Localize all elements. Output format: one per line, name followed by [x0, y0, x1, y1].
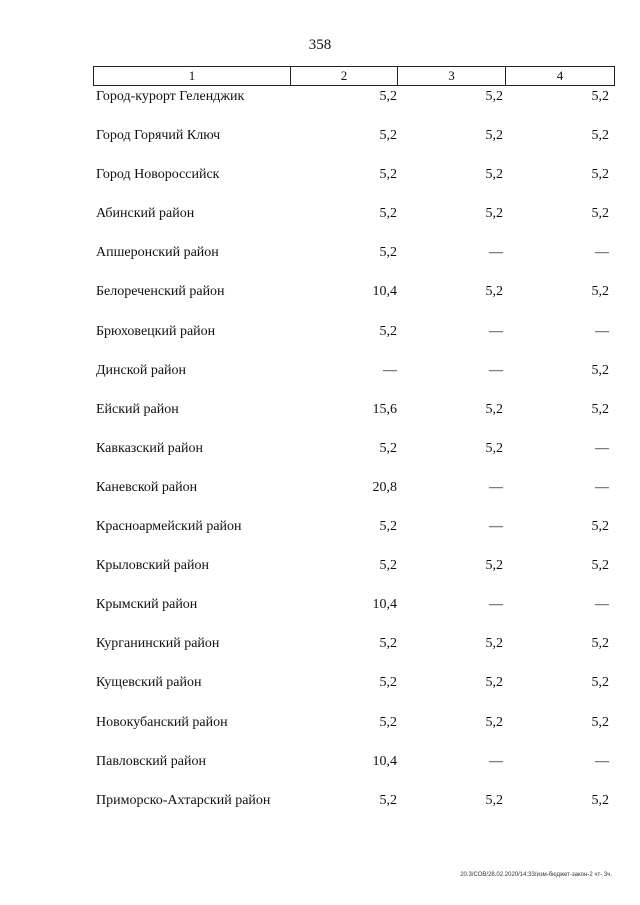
cell-col-2: 10,4	[372, 284, 397, 300]
cell-col-2: 10,4	[372, 597, 397, 613]
table-row	[0, 635, 640, 674]
table-row	[0, 127, 640, 166]
header-cell-4: 4	[556, 68, 564, 83]
row-name: Кущевский район	[96, 675, 202, 691]
table-row	[0, 362, 640, 401]
table-row	[0, 283, 640, 322]
cell-col-2: 5,2	[379, 519, 397, 535]
cell-col-2: 5,2	[379, 792, 397, 808]
cell-col-3: 5,2	[485, 89, 503, 104]
cell-col-4: 5,2	[591, 206, 609, 222]
header-cell-3: 3	[398, 67, 506, 85]
cell-col-3: 5,2	[485, 792, 503, 808]
cell-col-3: 5,2	[485, 284, 503, 300]
cell-col-2: 5,2	[379, 558, 397, 574]
row-name: Каневской район	[96, 479, 198, 495]
row-name: Апшеронский район	[96, 245, 219, 261]
cell-col-3: 5,2	[485, 128, 503, 144]
cell-col-2: 5,2	[379, 675, 397, 691]
cell-col-3: —	[489, 362, 503, 378]
cell-col-4: 5,2	[591, 675, 609, 691]
cell-col-4: 5,2	[591, 636, 609, 652]
cell-col-4: —	[595, 753, 609, 769]
row-name: Динской район	[96, 362, 187, 378]
cell-col-3: —	[489, 245, 503, 261]
row-name: Крыловский район	[96, 558, 209, 574]
cell-col-4: 5,2	[591, 89, 609, 104]
cell-col-2: 5,2	[379, 245, 397, 261]
table-header	[93, 66, 615, 86]
row-name: Брюховецкий район	[96, 323, 216, 339]
table-row	[0, 440, 640, 479]
table-row	[0, 714, 640, 753]
cell-col-4: 5,2	[591, 792, 609, 808]
table-row	[0, 792, 640, 831]
row-name: Город Горячий Ключ	[96, 128, 221, 144]
cell-col-3: 5,2	[485, 167, 503, 183]
page-number: 358	[308, 37, 332, 53]
row-name: Белореченский район	[96, 284, 225, 300]
cell-col-3: 5,2	[485, 714, 503, 730]
cell-col-2: 5,2	[379, 440, 397, 456]
cell-col-4: 5,2	[591, 362, 609, 378]
table-body	[0, 88, 640, 831]
cell-col-2: 5,2	[379, 206, 397, 222]
table-row	[0, 244, 640, 283]
table-row	[0, 323, 640, 362]
cell-col-4: 5,2	[591, 519, 609, 535]
row-name: Курганинский район	[96, 636, 220, 652]
cell-col-2: —	[383, 362, 397, 378]
cell-col-3: 5,2	[485, 558, 503, 574]
table-row	[0, 753, 640, 792]
table-row	[0, 166, 640, 205]
cell-col-2: 5,2	[379, 323, 397, 339]
cell-col-4: 5,2	[591, 167, 609, 183]
cell-col-2: 10,4	[372, 753, 397, 769]
cell-col-2: 5,2	[379, 89, 397, 104]
cell-col-3: 5,2	[485, 401, 503, 417]
header-cell-1: 1	[94, 67, 291, 85]
cell-col-3: —	[489, 519, 503, 535]
row-name: Новокубанский район	[96, 714, 228, 730]
cell-col-4: —	[595, 440, 609, 456]
row-name: Ейский район	[96, 401, 179, 417]
cell-col-3: —	[489, 597, 503, 613]
cell-col-2: 5,2	[379, 167, 397, 183]
cell-col-3: 5,2	[485, 675, 503, 691]
cell-col-4: 5,2	[591, 714, 609, 730]
row-name: Павловский район	[96, 753, 206, 769]
cell-col-4: —	[595, 323, 609, 339]
table-row	[0, 88, 640, 127]
row-name: Крымский район	[96, 597, 198, 613]
cell-col-4: 5,2	[591, 128, 609, 144]
cell-col-4: —	[595, 245, 609, 261]
row-name: Город Новороссийск	[96, 167, 220, 183]
cell-col-4: 5,2	[591, 558, 609, 574]
table-row	[0, 674, 640, 713]
header-cell-2: 2	[291, 67, 398, 85]
footer-stamp: 20.3/СОВ/28.02.2020/14:33/изм-бюджет-закон-2 чт- 3ч.	[460, 872, 612, 878]
table-row	[0, 205, 640, 244]
table-row	[0, 401, 640, 440]
cell-col-2: 20,8	[372, 479, 397, 495]
cell-col-4: 5,2	[591, 284, 609, 300]
cell-col-3: 5,2	[485, 440, 503, 456]
row-name: Город-курорт Геленджик	[96, 89, 245, 104]
cell-col-3: —	[489, 753, 503, 769]
cell-col-4: —	[595, 597, 609, 613]
cell-col-2: 5,2	[379, 714, 397, 730]
cell-col-3: 5,2	[485, 636, 503, 652]
table-row	[0, 518, 640, 557]
row-name: Абинский район	[96, 206, 195, 222]
cell-col-3: 5,2	[485, 206, 503, 222]
row-name: Красноармейский район	[96, 519, 242, 535]
row-name: Кавказский район	[96, 440, 204, 456]
cell-col-2: 5,2	[379, 128, 397, 144]
table-row	[0, 596, 640, 635]
row-name: Приморско-Ахтарский район	[96, 792, 271, 808]
cell-col-3: —	[489, 479, 503, 495]
cell-col-4: —	[595, 479, 609, 495]
cell-col-2: 5,2	[379, 636, 397, 652]
cell-col-2: 15,6	[372, 401, 397, 417]
cell-col-3: —	[489, 323, 503, 339]
table-row	[0, 479, 640, 518]
table-row	[0, 557, 640, 596]
cell-col-4: 5,2	[591, 401, 609, 417]
